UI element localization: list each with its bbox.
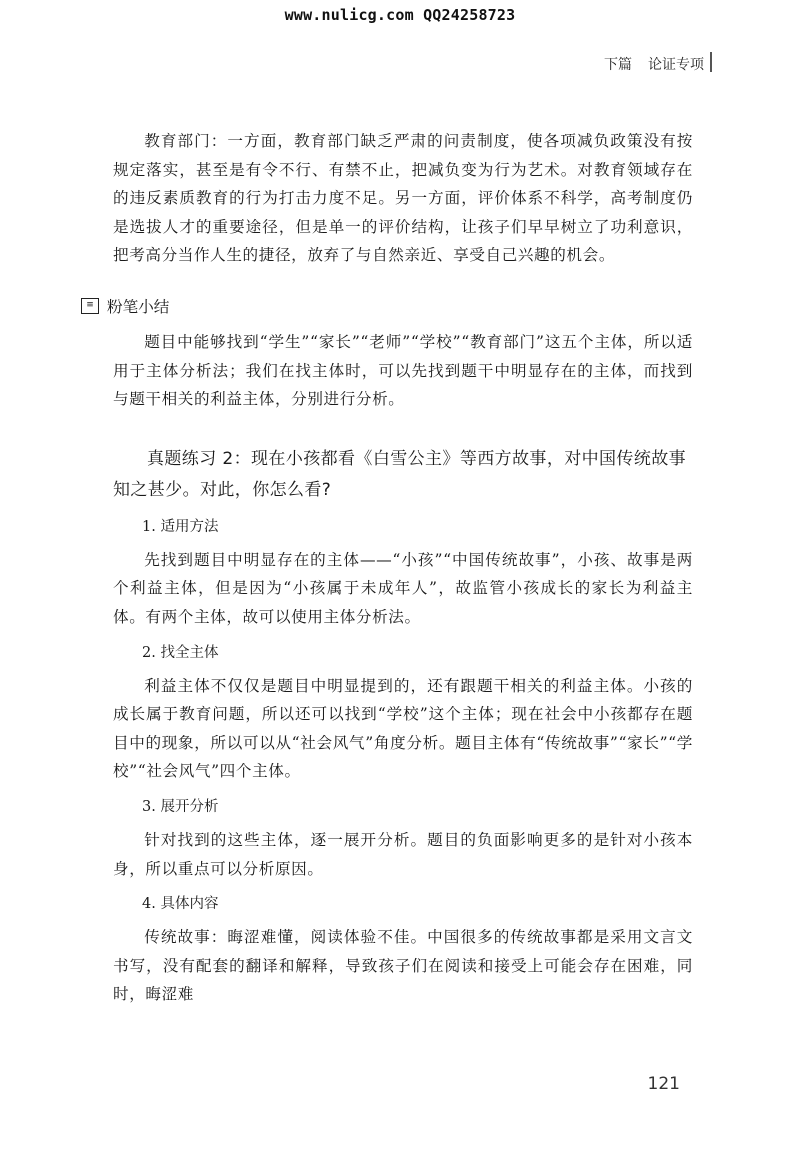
running-head xyxy=(604,54,704,74)
running-head-section: 论证专项 xyxy=(648,57,704,73)
summary-title: 粉笔小结 xyxy=(107,297,170,316)
step-heading: 2. 找全主体 xyxy=(142,644,219,661)
step-heading: 4. 具体内容 xyxy=(142,896,219,913)
step-4 xyxy=(113,891,693,1009)
step-body: 传统故事：晦涩难懂，阅读体验不佳。中国很多的传统故事都是采用文言文书写，没有配套的翻译和解释，导致孩子们在阅读和接受上可能会存在困难，同时，晦涩难 xyxy=(113,928,693,1004)
step-heading: 3. 展开分析 xyxy=(142,798,219,815)
step-3 xyxy=(113,794,693,883)
education-paragraph: 教育部门：一方面，教育部门缺乏严肃的问责制度，使各项减负政策没有按规定落实，甚至是有令不行、有禁不止，把减负变为行为艺术。对教育领域存在的违反素质教育的行为打击力度不足。另一方面，评价体系不科学，高考制度仍是选拔人才的重要途径，但是单一的评价结构，让孩子们早早树立了功利意识，把考高分当作人生的捷径，放弃了与自然亲近、享受自己兴趣的机会。 xyxy=(113,132,693,265)
page-number: 121 xyxy=(647,1074,680,1094)
exercise-title: 真题练习 2：现在小孩都看《白雪公主》等西方故事，对中国传统故事知之甚少。对此，你怎么看? xyxy=(113,448,687,500)
summary-paragraph: 题目中能够找到“学生”“家长”“老师”“学校”“教育部门”这五个主体，所以适用于主体分析法；我们在找主体时，可以先找到题干中明显存在的主体，而找到与题干相关的利益主体，分别进行分析。 xyxy=(113,332,693,409)
step-heading: 1. 适用方法 xyxy=(142,518,219,535)
step-body: 针对找到的这些主体，逐一展开分析。题目的负面影响更多的是针对小孩本身，所以重点可以分析原因。 xyxy=(113,830,693,878)
page-body xyxy=(86,127,693,1009)
step-1 xyxy=(113,514,693,632)
summary-heading xyxy=(81,292,693,320)
step-2 xyxy=(113,640,693,786)
watermark: www.nulicg.com QQ24258723 xyxy=(284,6,516,24)
step-body: 利益主体不仅仅是题目中明显提到的，还有跟题干相关的利益主体。小孩的成长属于教育问题，所以还可以找到“学校”这个主体；现在社会中小孩都存在题目中的现象，所以可以从“社会风气”角度分析。题目主体有“传统故事”“家长”“学校”“社会风气”四个主体。 xyxy=(113,676,693,781)
chalk-icon: ≡ xyxy=(81,298,99,314)
running-head-divider xyxy=(710,52,712,72)
step-body: 先找到题目中明显存在的主体——“小孩”“中国传统故事”，小孩、故事是两个利益主体，但是因为“小孩属于未成年人”，故监管小孩成长的家长为利益主体。有两个主体，故可以使用主体分析法。 xyxy=(113,550,693,626)
running-head-part: 下篇 xyxy=(604,57,632,73)
